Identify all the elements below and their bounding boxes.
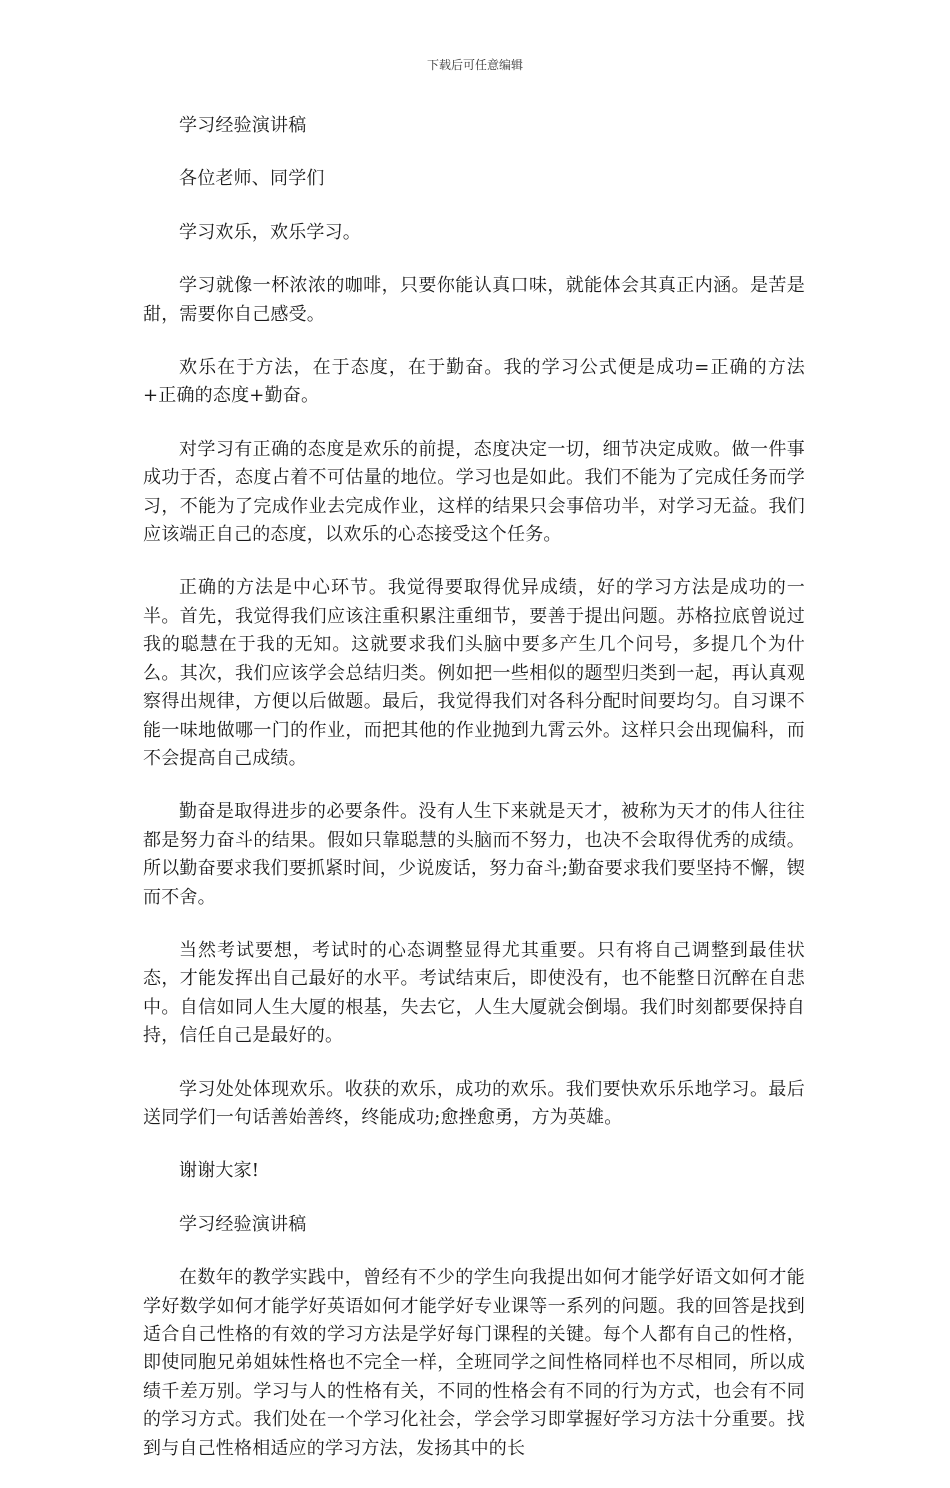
document-body [143,112,805,1488]
page-header: 下载后可任意编辑 [426,58,523,72]
paragraph: 对学习有正确的态度是欢乐的前提，态度决定一切，细节决定成败。做一件事成功于否，态度占着不可估量的地位。学习也是如此。我们不能为了完成任务而学习，不能为了完成作业去完成作业，这样的结果只会事倍功半，对学习无益。我们应该端正自己的态度，以欢乐的心态接受这个任务。 [143,438,805,546]
paragraph: 正确的方法是中心环节。我觉得要取得优异成绩，好的学习方法是成功的一半。首先，我觉得我们应该注重积累注重细节，要善于提出问题。苏格拉底曾说过我的聪慧在于我的无知。这就要求我们头脑中要多产生几个问号，多提几个为什么。其次，我们应该学会总结归类。例如把一些相似的题型归类到一起，再认真观察得出规律，方便以后做题。最后，我觉得我们对各科分配时间要均匀。自习课不能一味地做哪一门的作业，而把其他的作业抛到九霄云外。这样只会出现偏科，而不会提高自己成绩。 [143,577,805,769]
paragraph: 在数年的教学实践中，曾经有不少的学生向我提出如何才能学好语文如何才能学好数学如何才能学好英语如何才能学好专业课等一系列的问题。我的回答是找到适合自己性格的有效的学习方法是学好每门课程的关键。每个人都有自己的性格，即使同胞兄弟姐妹性格也不完全一样，全班同学之间性格同样也不尽相同，所以成绩千差万别。学习与人的性格有关，不同的性格会有不同的行为方式，也会有不同的学习方式。我们处在一个学习化社会，学会学习即掌握好学习方法十分重要。找到与自己性格相适应的学习方法，发扬其中的长 [143,1267,805,1459]
closing-thanks: 谢谢大家! [179,1160,260,1182]
paragraph: 欢乐在于方法，在于态度，在于勤奋。我的学习公式便是成功=正确的方法+正确的态度+勤奋。 [143,357,805,407]
speech-title-second: 学习经验演讲稿 [179,1213,307,1235]
paragraph: 学习就像一杯浓浓的咖啡，只要你能认真口味，就能体会其真正内涵。是苦是甜，需要你自己感受。 [143,275,805,325]
speech-title: 学习经验演讲稿 [179,115,307,136]
salutation: 各位老师、同学们 [179,168,325,190]
paragraph: 当然考试要想，考试时的心态调整显得尤其重要。只有将自己调整到最佳状态，才能发挥出自己最好的水平。考试结束后，即使没有，也不能整日沉醉在自悲中。自信如同人生大厦的根基，失去它，人生大厦就会倒塌。我们时刻都要保持自持，信任自己是最好的。 [143,939,805,1047]
paragraph: 学习欢乐，欢乐学习。 [179,221,361,243]
paragraph: 勤奋是取得进步的必要条件。没有人生下来就是天才，被称为天才的伟人往往都是努力奋斗的结果。假如只靠聪慧的头脑而不努力，也决不会取得优秀的成绩。所以勤奋要求我们要抓紧时间，少说废话，努力奋斗;勤奋要求我们要坚持不懈，锲而不舍。 [143,801,805,908]
paragraph: 学习处处体现欢乐。收获的欢乐，成功的欢乐。我们要快欢乐乐地学习。最后送同学们一句话善始善终，终能成功;愈挫愈勇，方为英雄。 [143,1078,805,1128]
